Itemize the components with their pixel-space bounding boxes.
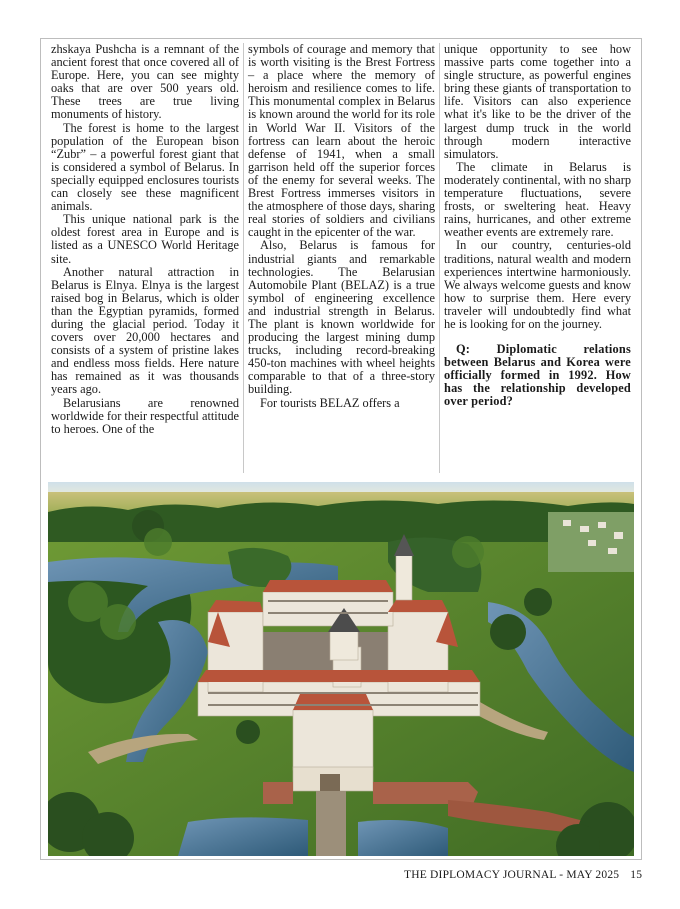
article-column-2 [243, 43, 439, 473]
paragraph: For tourists BELAZ offers a [260, 395, 400, 410]
paragraph: Another natural attraction in Belarus is Elnya. Elnya is the largest raised bog in Belarus, which is older than the Egyptian pyramids, formed during the glacial period. Today it covers over 20,000 hectares and consists of a system of pristine lakes and endless moss fields. Here nature has remained as it was thousands years ago. [51, 264, 239, 397]
castle-aerial-photo [48, 482, 634, 856]
interview-question: Q: Diplomatic relations between Belarus and Korea were officially formed in 1992. How has the relationship developed over period? [444, 342, 631, 409]
paragraph: The forest is home to the largest population of the European bison “Zubr” – a powerful forest giant that is considered a symbol of Belarus. In specially equipped enclosures tourists can closely see these magnificent animals. [51, 120, 239, 214]
page-number: 15 [630, 869, 643, 881]
paragraph: Belarusians are renowned worldwide for their respectful attitude to heroes. One of the [51, 395, 239, 436]
paragraph: unique opportunity to see how massive parts come together into a single structure, as powerful engines bring these giants of transportation to life. Visitors can also experience what it's like to be the driver of the largest dump truck in the world through modern interactive simulators. [444, 42, 631, 161]
publication-name: THE DIPLOMACY JOURNAL - MAY 2025 [404, 869, 620, 881]
paragraph: This unique national park is the oldest forest area in Europe and is listed as a UNESCO World Heritage site. [51, 212, 239, 266]
paragraph: symbols of courage and memory that is worth visiting is the Brest Fortress – a place where the memory of heroism and resilience comes to life. This monumental complex in Belarus is known around the world for its role in World War II. Visitors of the fortress can learn about the heroic defense of 1941, when a small garrison held off the superior forces of the enemy for several weeks. The Brest Fortress immerses visitors in the atmosphere of those days, sharing real stories of soldiers and civilians caught in the epicenter of the war. [248, 42, 435, 240]
article-columns [47, 43, 637, 473]
article-column-3 [439, 43, 635, 473]
page-footer [404, 869, 644, 881]
paragraph: Also, Belarus is famous for industrial giants and remarkable technologies. The Belarusian Automobile Plant (BELAZ) is a true symbol of engineering excellence and industrial strength in Belarus. The plant is known worldwide for producing the largest mining dump trucks, including record-breaking 450-ton machines with wheel heights comparable to that of a three-story building. [248, 238, 435, 397]
paragraph: In our country, centuries-old traditions, natural wealth and modern experiences intertwine harmoniously. We always welcome guests and know how to surprise them. Here every traveler will undoubtedly find what he is looking for on the journey. [444, 238, 631, 331]
article-column-1 [47, 43, 243, 473]
paragraph: The climate in Belarus is moderately continental, with no sharp temperature fluctuations, severe frosts, or sweltering heat. Heavy rains, hurricanes, and other extreme weather events are extremely rare. [444, 159, 631, 240]
paragraph: zhskaya Pushcha is a remnant of the ancient forest that once covered all of Europe. Here, you can see mighty oaks that are over 500 years old. These trees are true living monuments of history. [51, 42, 239, 122]
